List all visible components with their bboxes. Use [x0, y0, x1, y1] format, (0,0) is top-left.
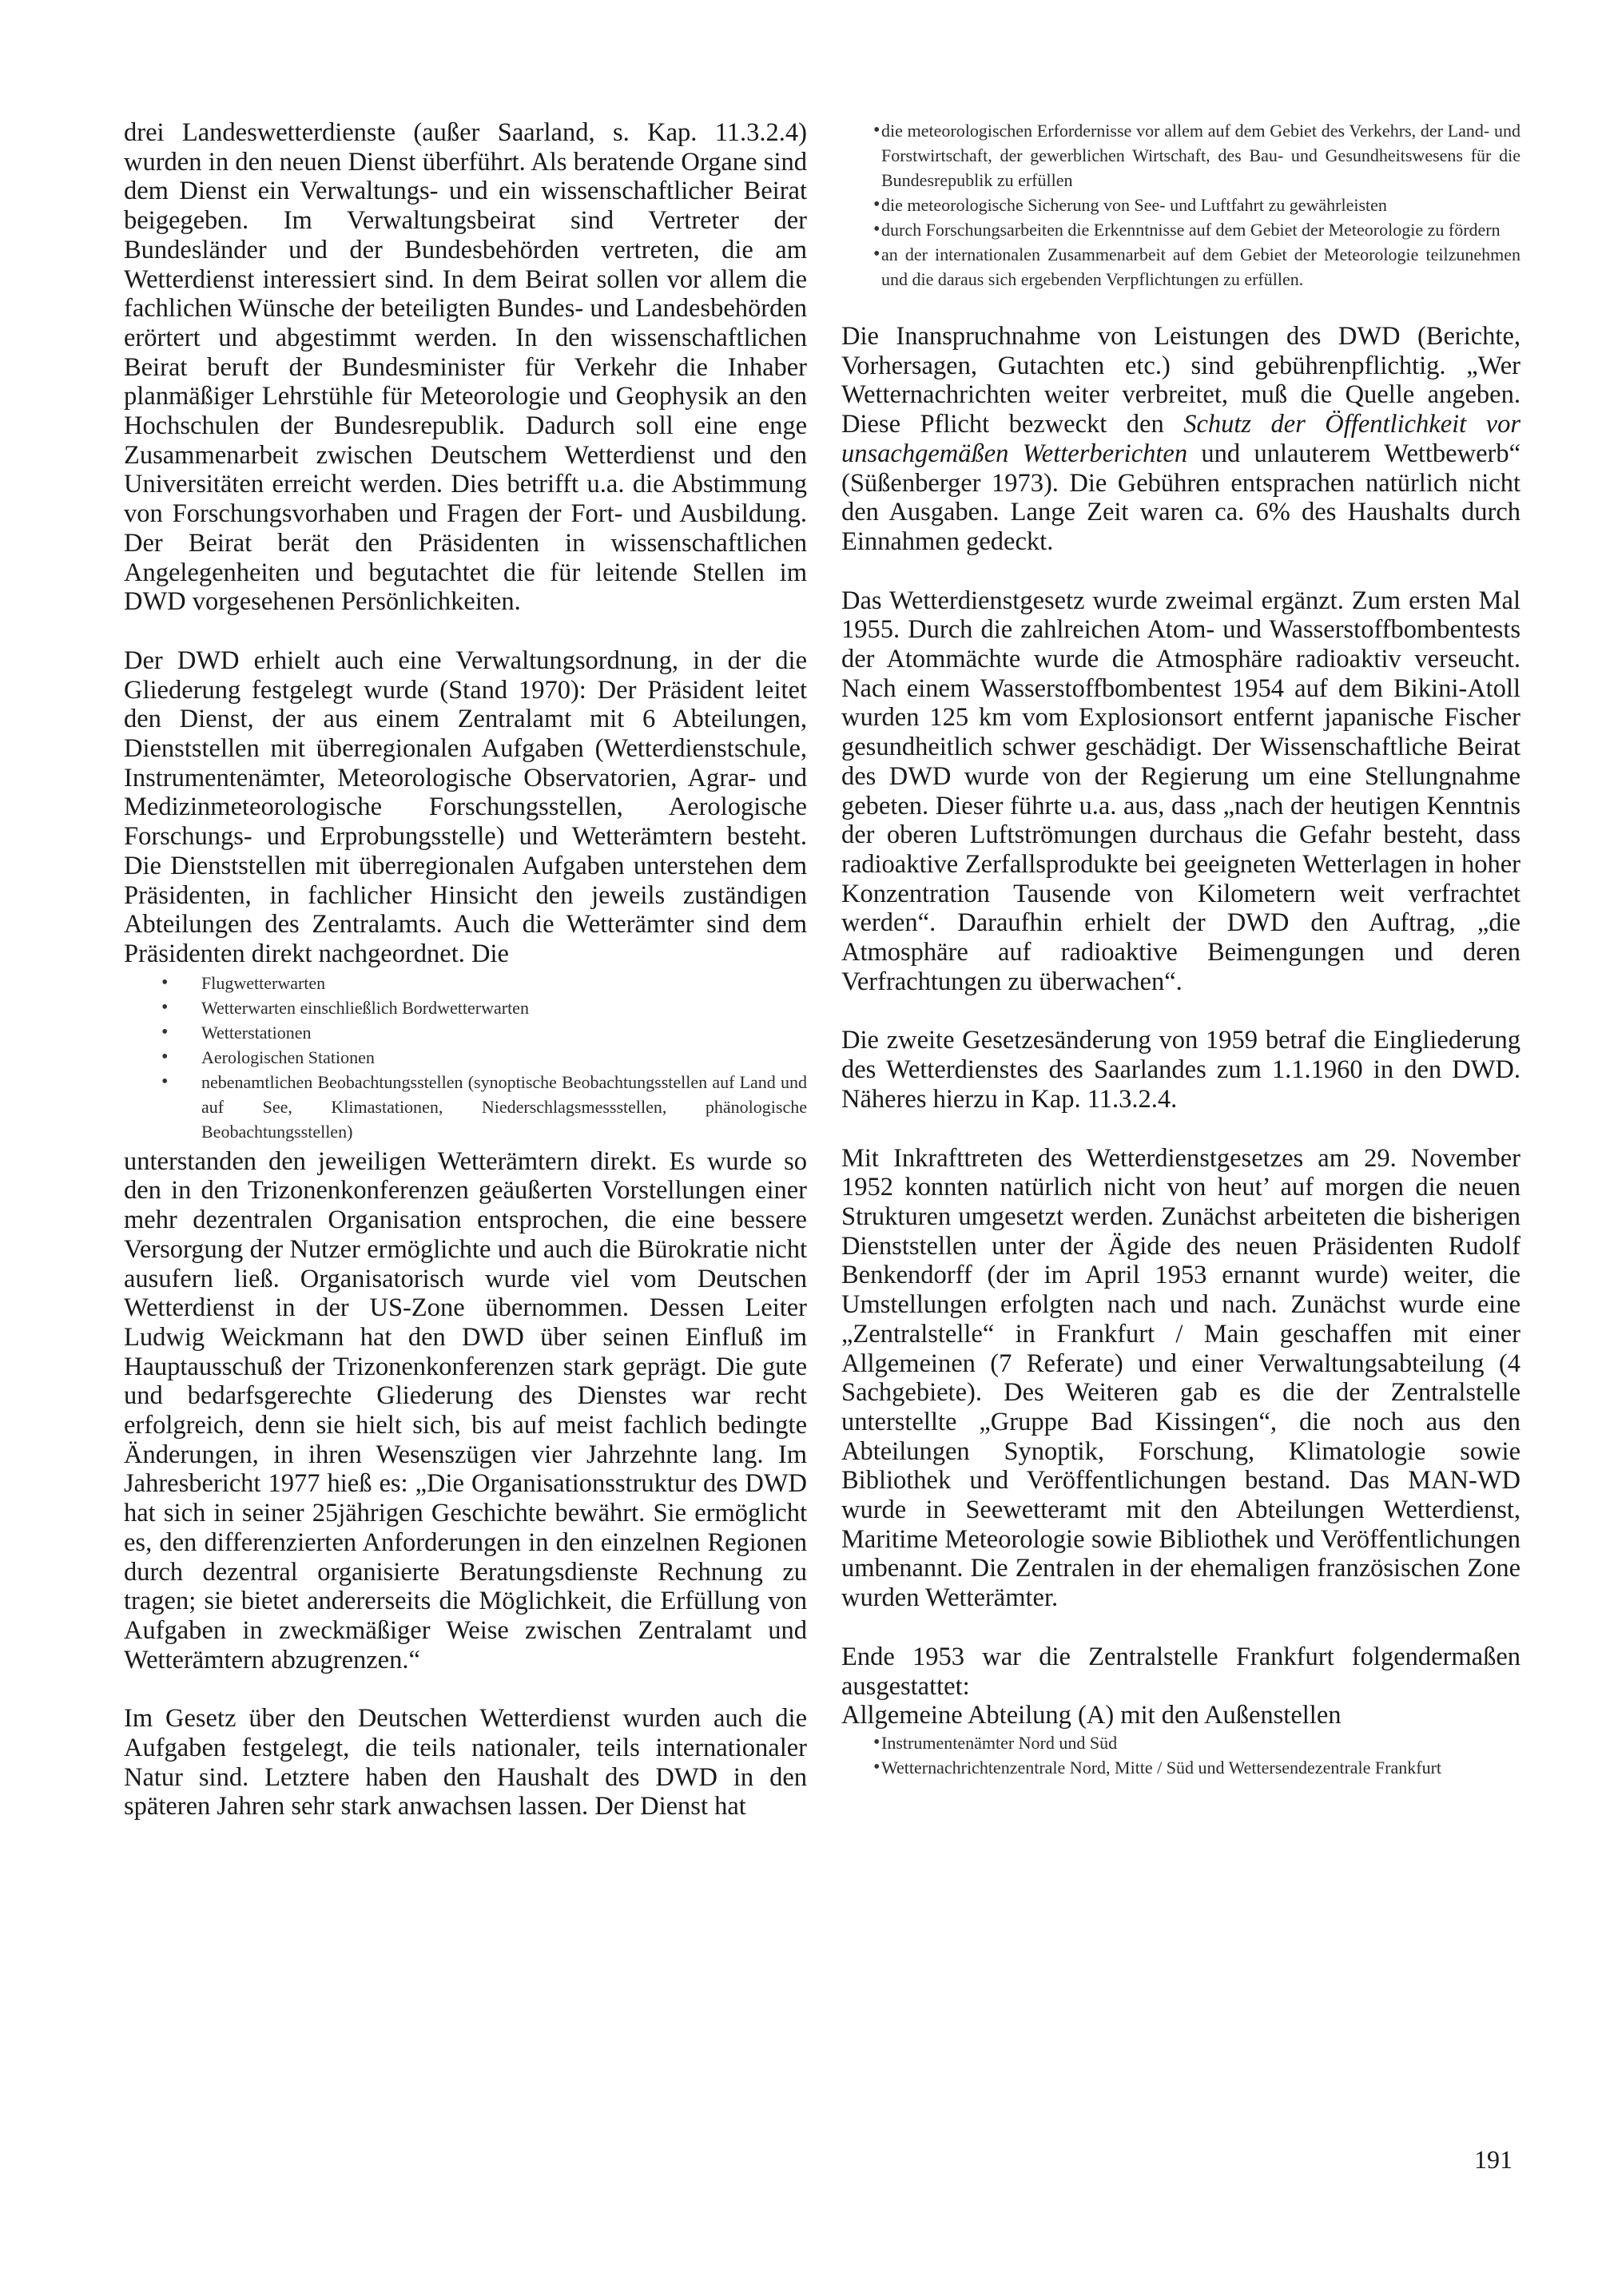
aussenstellen-list [841, 1730, 1520, 1780]
duties-list [841, 118, 1520, 292]
list-item: • Aerologischen Stationen [124, 1045, 807, 1070]
list-item: • Flugwetterwarten [124, 971, 807, 995]
station-list [124, 971, 807, 1144]
paragraph-aufgaben: Im Gesetz über den Deutschen Wetterdienst wurden auch die Aufgaben festgelegt, die teils nationaler, teils internationaler Natur sind. Letztere haben den Haushalt des DWD in den späteren Jahren sehr stark anwachsen lassen. Der Dienst hat [124, 1704, 807, 1821]
paragraph-saarland: Die zweite Gesetzesänderung von 1959 betraf die Eingliederung des Wetterdienstes des Saarlandes zum 1.1.1960 in den DWD. Näheres hierzu in Kap. 11.3.2.4. [841, 1026, 1520, 1114]
paragraph-verwaltungsordnung: Der DWD erhielt auch eine Verwaltungsordnung, in der die Gliederung festgelegt wurde (Stand 1970): Der Präsident leitet den Dienst, der aus einem Zentralamt mit 6 Abteilungen, Dienststellen mit überregionalen Aufgaben (Wetterdienstschule, Instrumentenämter, Meteorologische Observatorien, Agrar- und Medizinmeteorologische Forschungsstellen, Aerologische Forschungs- und Erprobungsstelle) und Wetterämtern besteht. Die Dienststellen mit überregionalen Aufgaben unterstehen dem Präsidenten, in fachlicher Hinsicht den jeweils zuständigen Abteilungen des Zentralamts. Auch die Wetterämter sind dem Präsidenten direkt nachgeordnet. Die [124, 646, 807, 968]
page-number: 191 [1474, 2145, 1513, 2174]
list-item: • nebenamtlichen Beobachtungsstellen (synoptische Beobachtungsstellen auf Land und auf See, Klimastationen, Niederschlagsmessstellen, phänologische Beobachtungsstellen) [124, 1070, 807, 1144]
text-span: und unlauterem Wettbewerb“ (Süßenberger 1973). Die Gebühren entsprachen natürlich nicht den Ausgaben. Lange Zeit waren ca. 6% des Haushalts durch Einnahmen gedeckt. [841, 439, 1520, 556]
list-item: • Wetterwarten einschließlich Bordwetterwarten [124, 995, 807, 1020]
left-column [124, 118, 807, 1821]
paragraph-gesetz-ergaenzung: Das Wetterdienstgesetz wurde zweimal ergänzt. Zum ersten Mal 1955. Durch die zahlreichen Atom- und Wasserstoffbombentests der Atommächte wurde die Atmosphäre radioaktiv verseucht. Nach einem Wasserstoffbombentest 1954 auf dem Bikini-Atoll wurden 125 km vom Explosionsort entfernt japanische Fischer gesundheitlich schwer geschädigt. Der Wissenschaftliche Beirat des DWD wurde von der Regierung um eine Stellungnahme gebeten. Dieser führte u.a. aus, dass „nach der heutigen Kenntnis der oberen Luftströmungen durchaus die Gefahr besteht, dass radioaktive Zerfallsprodukte bei geeigneten Wetterlagen in hoher Konzentration Tausende von Kilometern weit verfrachtet werden“. Daraufhin erhielt der DWD den Auftrag, „die Atmosphäre auf radioaktive Beimengungen und deren Verfrachtungen zu überwachen“. [841, 586, 1520, 996]
list-item: • die meteorologischen Erfordernisse vor allem auf dem Gebiet des Verkehrs, der Land- und Forstwirtschaft, der gewerblichen Wirtschaft, des Bau- und Gesundheitswesens für die Bundesrepublik zu erfüllen [841, 118, 1520, 193]
paragraph-zentralstelle: Ende 1953 war die Zentralstelle Frankfurt folgendermaßen ausgestattet: [841, 1642, 1520, 1701]
emphasis-text: Schutz der Öffentlichkeit vor unsachgemäßen Wetterberichten [841, 410, 1520, 468]
paragraph-beirat: drei Landeswetterdienste (außer Saarland, s. Kap. 11.3.2.4) wurden in den neuen Dienst überführt. Als beratende Organe sind dem Dienst ein Verwaltungs- und ein wissenschaftlicher Beirat beigegeben. Im Verwaltungsbeirat sind Vertreter der Bundesländer und der Bundesbehörden vertreten, die am Wetterdienst interessiert sind. In dem Beirat sollen vor allem die fachlichen Wünsche der beteiligten Bundes- und Landesbehörden erörtert und abgestimmt werden. In den wissenschaftlichen Beirat beruft der Bundesminister für Verkehr die Inhaber planmäßiger Lehrstühle für Meteorologie und Geophysik an den Hochschulen der Bundesrepublik. Dadurch soll eine enge Zusammenarbeit zwischen Deutschem Wetterdienst und den Universitäten erreicht werden. Dies betrifft u.a. die Abstimmung von Forschungsvorhaben und Fragen der Fort- und Ausbildung. Der Beirat berät den Präsidenten in wissenschaftlichen Angelegenheiten und begutachtet die für leitende Stellen im DWD vorgesehenen Persönlichkeiten. [124, 118, 807, 617]
list-item: • durch Forschungsarbeiten die Erkenntnisse auf dem Gebiet der Meteorologie zu fördern [841, 217, 1520, 242]
list-item: • die meteorologische Sicherung von See- und Luftfahrt zu gewährleisten [841, 193, 1520, 217]
list-item: • Instrumentenämter Nord und Süd [841, 1730, 1520, 1755]
paragraph-allgemeine-abteilung: Allgemeine Abteilung (A) mit den Außenstellen [841, 1701, 1342, 1730]
paragraph-gebuehren [841, 322, 1520, 557]
right-column [841, 118, 1520, 1780]
paragraph-inkrafttreten: Mit Inkrafttreten des Wetterdienstgesetzes am 29. November 1952 konnten natürlich nicht von heut’ auf morgen die neuen Strukturen umgesetzt werden. Zunächst arbeiteten die bisherigen Dienststellen unter der Ägide des neuen Präsidenten Rudolf Benkendorff (der im April 1953 ernannt wurde) weiter, die Umstellungen erfolgten nach und nach. Zunächst wurde eine „Zentralstelle“ in Frankfurt / Main geschaffen mit einer Allgemeinen (7 Referate) und einer Verwaltungsabteilung (4 Sachgebiete). Des Weiteren gab es die der Zentralstelle unterstellte „Gruppe Bad Kissingen“, die noch aus den Abteilungen Synoptik, Forschung, Klimatologie sowie Bibliothek und Veröffentlichungen bestand. Das MAN-WD wurde in Seewetteramt mit den Abteilungen Wetterdienst, Maritime Meteorologie sowie Bibliothek und Veröffentlichungen umbenannt. Die Zentralen in der ehemaligen französischen Zone wurden Wetterämter. [841, 1143, 1520, 1613]
list-item: • Wetterstationen [124, 1020, 807, 1045]
text-span: Die Inanspruchnahme von Leistungen des DWD (Berichte, Vorhersagen, Gutachten etc.) sind gebührenpflichtig. „Wer Wetternachrichten weiter verbreitet, muß die Quelle angeben. Diese Pflicht bezweckt den [841, 322, 1520, 439]
list-item: • Wetternachrichtenzentrale Nord, Mitte / Süd und Wettersendezentrale Frankfurt [841, 1755, 1520, 1780]
list-item: • an der internationalen Zusammenarbeit auf dem Gebiet der Meteorologie teilzunehmen und die daraus sich ergebenden Verpflichtungen zu erfüllen. [841, 242, 1520, 292]
paragraph-organisation: unterstanden den jeweiligen Wetterämtern direkt. Es wurde so den in den Trizonenkonferenzen geäußerten Vorstellungen einer mehr dezentralen Organisation entsprochen, die eine bessere Versorgung der Nutzer ermöglichte und auch die Bürokratie nicht ausufern ließ. Organisatorisch wurde viel vom Deutschen Wetterdienst in der US-Zone übernommen. Dessen Leiter Ludwig Weickmann hat den DWD über seinen Einfluß im Hauptausschuß der Trizonenkonferenzen stark geprägt. Die gute und bedarfsgerechte Gliederung des Dienstes war recht erfolgreich, denn sie hielt sich, bis auf meist fachlich bedingte Änderungen, in ihren Wesenszügen vier Jahrzehnte lang. Im Jahresbericht 1977 hieß es: „Die Organisationsstruktur des DWD hat sich in seiner 25jährigen Geschichte bewährt. Sie ermöglicht es, den differenzierten Anforderungen in den einzelnen Regionen durch dezentral organisierte Beratungsdienste Rechnung zu tragen; sie bietet andererseits die Möglichkeit, die Erfüllung von Aufgaben in zweckmäßiger Weise zwischen Zentralamt und Wetterämtern abzugrenzen.“ [124, 1146, 807, 1674]
